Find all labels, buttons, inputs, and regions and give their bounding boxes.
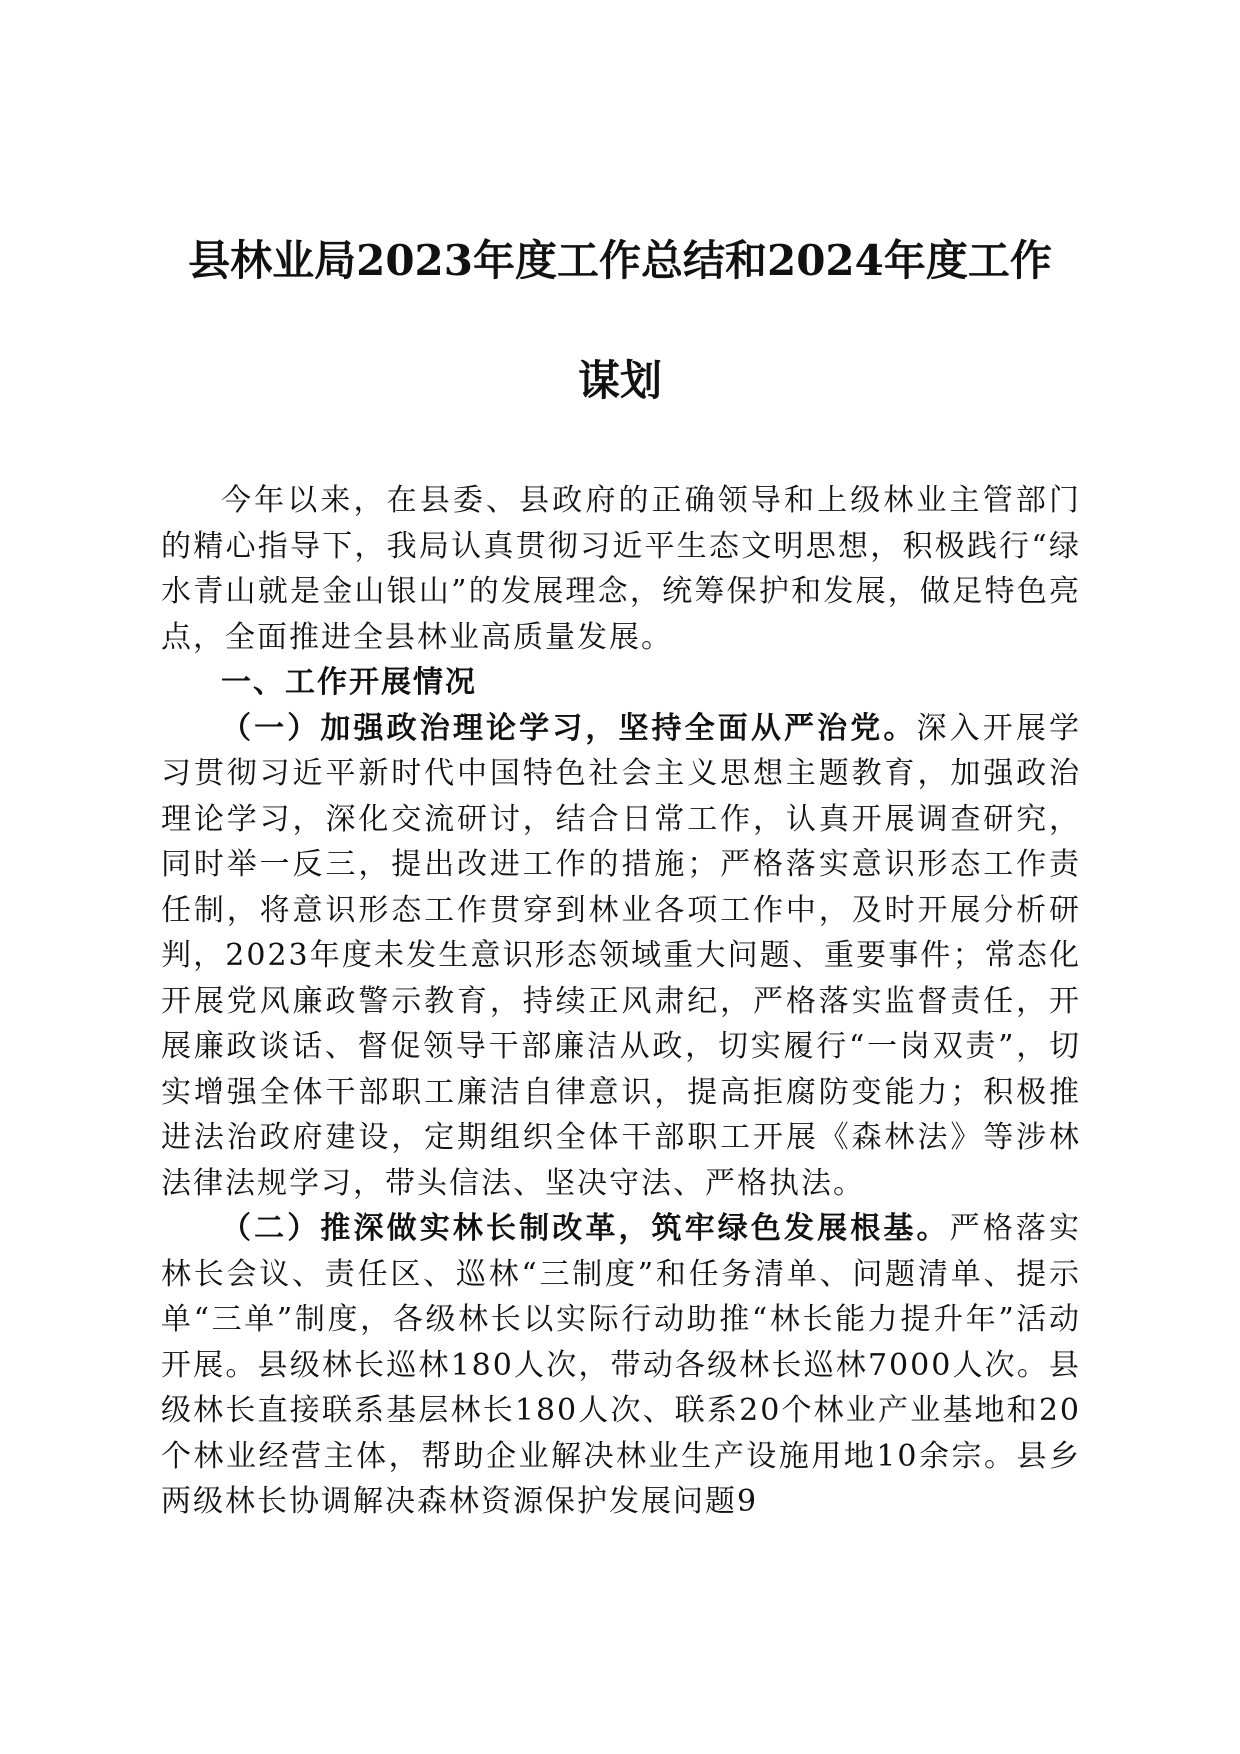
document-title-line2: 谋划 <box>577 356 662 405</box>
paragraph-item-2 <box>161 1206 1081 1525</box>
paragraph-text: 严格落实林长会议、责任区、巡林“三制度”和任务清单、问题清单、提示单“三单”制度，各级林长以实际行动助推“林长能力提升年”活动开展。县级林长巡林180人次，带动各级林长巡林7000人次。县级林长直接联系基层林长180人次、联系20个林业产业基地和20个林业经营主体，帮助企业解决林业生产设施用地10余宗。县乡两级林长协调解决森林资源保护发展问题9 <box>161 1211 1082 1519</box>
document-body <box>161 478 1081 1525</box>
paragraph-text: 深入开展学习贯彻习近平新时代中国特色社会主义思想主题教育，加强政治理论学习，深化交流研讨，结合日常工作，认真开展调查研究，同时举一反三，提出改进工作的措施；严格落实意识形态工作责任制，将意识形态工作贯穿到林业各项工作中，及时开展分析研判，2023年度未发生意识形态领域重大问题、重要事件；常态化开展党风廉政警示教育，持续正风肃纪，严格落实监督责任，开展廉政谈话、督促领导干部廉洁从政，切实履行“一岗双责”，切实增强全体干部职工廉洁自律意识，提高拒腐防变能力；积极推进法治政府建设，定期组织全体干部职工开展《森林法》等涉林法律法规学习，带头信法、坚决守法、严格执法。 <box>161 710 1082 1201</box>
section-heading: 一、工作开展情况 <box>221 665 477 700</box>
paragraph-lead: （一）加强政治理论学习，坚持全面从严治党。 <box>221 710 917 746</box>
paragraph-item-1 <box>161 706 1081 1207</box>
paragraph-lead: （二）推深做实林长制改革，筑牢绿色发展根基。 <box>221 1211 950 1246</box>
document-title-line1: 县林业局2023年度工作总结和2024年度工作 <box>188 236 1052 285</box>
intro-paragraph: 今年以来，在县委、县政府的正确领导和上级林业主管部门的精心指导下，我局认真贯彻习近平生态文明思想，积极践行“绿水青山就是金山银山”的发展理念，统筹保护和发展，做足特色亮点，全面推进全县林业高质量发展。 <box>161 483 1081 655</box>
